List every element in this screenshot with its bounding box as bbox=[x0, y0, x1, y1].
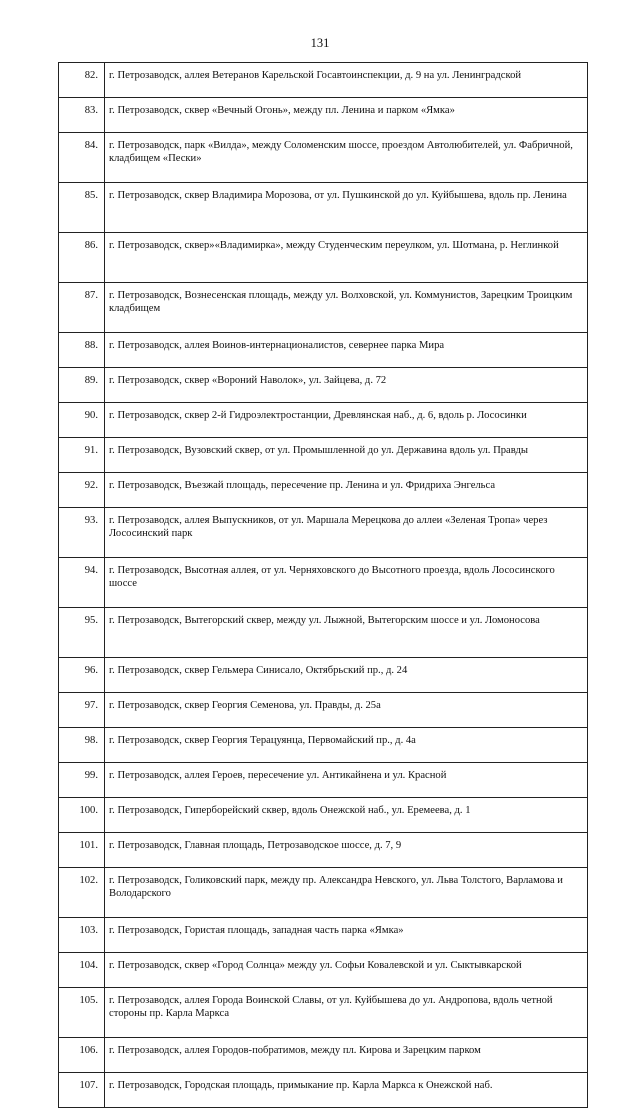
row-number: 90. bbox=[59, 403, 105, 438]
row-number: 99. bbox=[59, 763, 105, 798]
table-row bbox=[59, 473, 588, 508]
table-row bbox=[59, 1038, 588, 1073]
row-number: 84. bbox=[59, 133, 105, 183]
row-number: 89. bbox=[59, 368, 105, 403]
row-text: г. Петрозаводск, Гиперборейский сквер, вдоль Онежской наб., ул. Еремеева, д. 1 bbox=[105, 798, 588, 833]
row-text: г. Петрозаводск, аллея Ветеранов Карельской Госавтоинспекции, д. 9 на ул. Ленинградской bbox=[105, 63, 588, 98]
row-number: 82. bbox=[59, 63, 105, 98]
table-row bbox=[59, 98, 588, 133]
row-text: г. Петрозаводск, аллея Воинов-интернационалистов, севернее парка Мира bbox=[105, 333, 588, 368]
table-row bbox=[59, 63, 588, 98]
table-row bbox=[59, 728, 588, 763]
row-number: 92. bbox=[59, 473, 105, 508]
row-text: г. Петрозаводск, Вузовский сквер, от ул. Промышленной до ул. Державина вдоль ул. Правды bbox=[105, 438, 588, 473]
table-row bbox=[59, 608, 588, 658]
row-text: г. Петрозаводск, Высотная аллея, от ул. Черняховского до Высотного проезда, вдоль Лососинского шоссе bbox=[105, 558, 588, 608]
table-row bbox=[59, 438, 588, 473]
row-number: 104. bbox=[59, 953, 105, 988]
table-row bbox=[59, 693, 588, 728]
table-row bbox=[59, 1073, 588, 1108]
row-text: г. Петрозаводск, аллея Города Воинской Славы, от ул. Куйбышева до ул. Андропова, вдоль четной стороны пр. Карла Маркса bbox=[105, 988, 588, 1038]
table-row bbox=[59, 508, 588, 558]
row-number: 94. bbox=[59, 558, 105, 608]
row-text: г. Петрозаводск, сквер Гельмера Синисало, Октябрьский пр., д. 24 bbox=[105, 658, 588, 693]
table-row bbox=[59, 133, 588, 183]
table-row bbox=[59, 798, 588, 833]
row-text: г. Петрозаводск, аллея Героев, пересечение ул. Антикайнена и ул. Красной bbox=[105, 763, 588, 798]
table-row bbox=[59, 953, 588, 988]
row-number: 101. bbox=[59, 833, 105, 868]
table-row bbox=[59, 368, 588, 403]
row-text: г. Петрозаводск, Городская площадь, примыкание пр. Карла Маркса к Онежской наб. bbox=[105, 1073, 588, 1108]
row-text: г. Петрозаводск, сквер»«Владимирка», между Студенческим переулком, ул. Шотмана, р. Неглинкой bbox=[105, 233, 588, 283]
table-row bbox=[59, 233, 588, 283]
row-text: г. Петрозаводск, сквер Владимира Морозова, от ул. Пушкинской до ул. Куйбышева, вдоль пр. Ленина bbox=[105, 183, 588, 233]
row-number: 106. bbox=[59, 1038, 105, 1073]
row-text: г. Петрозаводск, Гористая площадь, западная часть парка «Ямка» bbox=[105, 918, 588, 953]
table-row bbox=[59, 658, 588, 693]
row-number: 87. bbox=[59, 283, 105, 333]
row-text: г. Петрозаводск, сквер «Вечный Огонь», между пл. Ленина и парком «Ямка» bbox=[105, 98, 588, 133]
table-row bbox=[59, 868, 588, 918]
row-text: г. Петрозаводск, сквер Георгия Семенова, ул. Правды, д. 25а bbox=[105, 693, 588, 728]
row-text: г. Петрозаводск, Голиковский парк, между пр. Александра Невского, ул. Льва Толстого, Варламова и Володарского bbox=[105, 868, 588, 918]
row-number: 102. bbox=[59, 868, 105, 918]
row-text: г. Петрозаводск, Въезжай площадь, пересечение пр. Ленина и ул. Фридриха Энгельса bbox=[105, 473, 588, 508]
row-number: 98. bbox=[59, 728, 105, 763]
table-row bbox=[59, 988, 588, 1038]
places-table bbox=[58, 62, 588, 1108]
row-number: 91. bbox=[59, 438, 105, 473]
row-number: 96. bbox=[59, 658, 105, 693]
row-text: г. Петрозаводск, Главная площадь, Петрозаводское шоссе, д. 7, 9 bbox=[105, 833, 588, 868]
row-number: 107. bbox=[59, 1073, 105, 1108]
row-text: г. Петрозаводск, аллея Выпускников, от ул. Маршала Мерецкова до аллеи «Зеленая Тропа» через Лососинский парк bbox=[105, 508, 588, 558]
row-number: 95. bbox=[59, 608, 105, 658]
table-row bbox=[59, 763, 588, 798]
table-row bbox=[59, 918, 588, 953]
page-number: 131 bbox=[310, 36, 330, 50]
row-text: г. Петрозаводск, сквер «Город Солнца» между ул. Софьи Ковалевской и ул. Сыктывкарской bbox=[105, 953, 588, 988]
row-text: г. Петрозаводск, Вытегорский сквер, между ул. Лыжной, Вытегорским шоссе и ул. Ломоносова bbox=[105, 608, 588, 658]
row-text: г. Петрозаводск, сквер Георгия Терацуянца, Первомайский пр., д. 4а bbox=[105, 728, 588, 763]
table-row bbox=[59, 333, 588, 368]
row-number: 100. bbox=[59, 798, 105, 833]
row-text: г. Петрозаводск, сквер 2-й Гидроэлектростанции, Древлянская наб., д. 6, вдоль р. Лососинки bbox=[105, 403, 588, 438]
table-row bbox=[59, 183, 588, 233]
row-number: 86. bbox=[59, 233, 105, 283]
table-row bbox=[59, 403, 588, 438]
table-row bbox=[59, 558, 588, 608]
row-number: 103. bbox=[59, 918, 105, 953]
row-text: г. Петрозаводск, парк «Вилда», между Соломенским шоссе, проездом Автолюбителей, ул. Фабричной, кладбищем «Пески» bbox=[105, 133, 588, 183]
row-text: г. Петрозаводск, Вознесенская площадь, между ул. Волховской, ул. Коммунистов, Зарецким Троицким кладбищем bbox=[105, 283, 588, 333]
row-number: 85. bbox=[59, 183, 105, 233]
row-text: г. Петрозаводск, аллея Городов-побратимов, между пл. Кирова и Зарецким парком bbox=[105, 1038, 588, 1073]
row-number: 83. bbox=[59, 98, 105, 133]
row-number: 93. bbox=[59, 508, 105, 558]
row-number: 88. bbox=[59, 333, 105, 368]
row-number: 97. bbox=[59, 693, 105, 728]
row-text: г. Петрозаводск, сквер «Вороний Наволок», ул. Зайцева, д. 72 bbox=[105, 368, 588, 403]
table-row bbox=[59, 833, 588, 868]
table-row bbox=[59, 283, 588, 333]
row-number: 105. bbox=[59, 988, 105, 1038]
